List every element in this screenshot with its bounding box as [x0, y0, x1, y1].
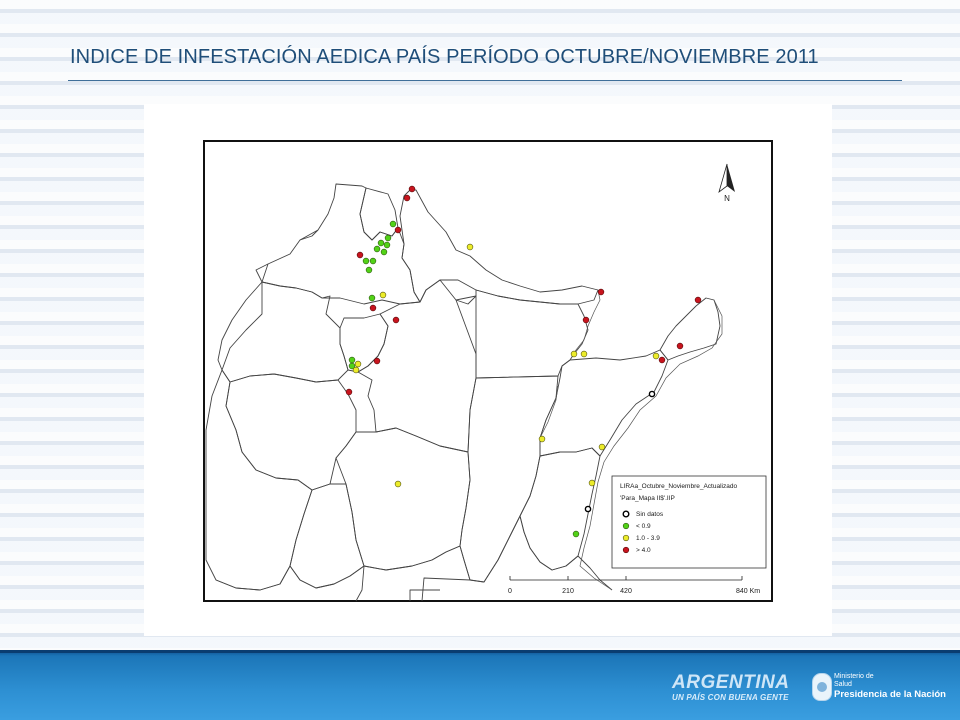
- survey-point: [380, 292, 386, 298]
- survey-point: [589, 480, 595, 486]
- survey-point: [583, 317, 589, 323]
- legend-label: 1.0 - 3.9: [636, 535, 660, 543]
- brand-tagline: UN PAÍS CON BUENA GENTE: [672, 693, 789, 702]
- survey-point: [409, 186, 415, 192]
- scale-label: 840 Km: [736, 588, 761, 595]
- legend-label: Sin datos: [636, 511, 664, 519]
- national-seal-icon: [812, 673, 832, 701]
- scale-label: 420: [620, 588, 632, 595]
- survey-point: [598, 289, 604, 295]
- survey-point: [369, 295, 375, 301]
- survey-point: [355, 361, 361, 367]
- footer-divider: [0, 650, 960, 653]
- survey-point: [395, 227, 401, 233]
- survey-point: [346, 389, 352, 395]
- map-panel: [144, 104, 832, 636]
- brand-name: ARGENTINA: [672, 672, 790, 693]
- legend-layer: LIRAa_Octubre_Noviembre_Actualizado: [620, 483, 738, 490]
- survey-point: [573, 531, 579, 537]
- legend-symbol: [623, 511, 629, 517]
- survey-point: [467, 244, 473, 250]
- survey-point: [370, 258, 376, 264]
- survey-point: [539, 436, 545, 442]
- survey-point: [381, 249, 387, 255]
- legend-symbol: [623, 535, 629, 541]
- legend: [612, 476, 766, 568]
- legend-label: > 4.0: [636, 547, 651, 555]
- scale-label: 0: [508, 588, 512, 595]
- presidency-label: Presidencia de la Nación: [834, 689, 946, 700]
- map: [144, 104, 832, 636]
- survey-point: [374, 246, 380, 252]
- survey-point: [659, 357, 665, 363]
- survey-point: [349, 357, 355, 363]
- title-divider: [68, 80, 902, 81]
- scale-label: 210: [562, 588, 574, 595]
- survey-point: [695, 297, 701, 303]
- survey-point: [366, 267, 372, 273]
- ministry-line-1: Ministerio de: [834, 673, 874, 680]
- survey-point: [384, 242, 390, 248]
- survey-point: [653, 353, 659, 359]
- argentina-logo: [672, 673, 802, 703]
- survey-point: [581, 351, 587, 357]
- survey-point: [385, 235, 391, 241]
- legend-label: < 0.9: [636, 523, 651, 531]
- legend-symbol: [623, 547, 629, 553]
- slide-title: INDICE DE INFESTACIÓN AEDICA PAÍS PERÍODO OCTUBRE/NOVIEMBRE 2011: [70, 46, 819, 68]
- ministry-line-2: Salud: [834, 681, 852, 688]
- survey-point: [585, 506, 590, 511]
- north-label: N: [724, 194, 730, 203]
- survey-point: [378, 240, 384, 246]
- survey-point: [649, 391, 654, 396]
- survey-point: [390, 221, 396, 227]
- survey-point: [599, 444, 605, 450]
- ministry-logo: [834, 673, 954, 701]
- survey-point: [374, 358, 380, 364]
- legend-symbol: [623, 523, 629, 529]
- survey-point: [370, 305, 376, 311]
- survey-point: [677, 343, 683, 349]
- survey-point: [571, 351, 577, 357]
- legend-field: 'Para_Mapa II$'.IIP: [620, 495, 675, 502]
- survey-point: [404, 195, 410, 201]
- survey-point: [395, 481, 401, 487]
- survey-point: [393, 317, 399, 323]
- survey-point: [353, 367, 359, 373]
- survey-point: [363, 258, 369, 264]
- survey-point: [357, 252, 363, 258]
